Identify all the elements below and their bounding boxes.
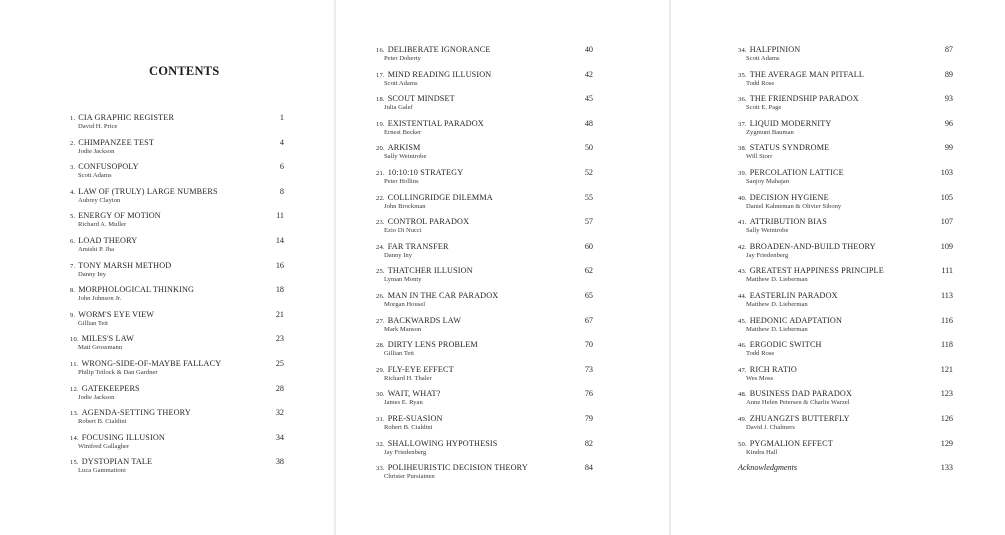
entry-page-number: 129 bbox=[940, 438, 953, 448]
entry-page-number: 6 bbox=[279, 162, 284, 172]
entry-author: Scott Adams bbox=[746, 55, 780, 62]
entry-title: RICH RATIO bbox=[749, 364, 797, 374]
entry-author: Scott Adams bbox=[78, 172, 112, 180]
entry-page-number: 73 bbox=[584, 364, 593, 374]
entry-author: John Brockman bbox=[384, 202, 426, 210]
entry-number: 25. bbox=[376, 268, 385, 276]
entry-author: Jay Friedenberg bbox=[746, 251, 789, 259]
entry-number: 24. bbox=[376, 243, 385, 251]
toc-entry[interactable] bbox=[376, 462, 593, 487]
entry-page-number: 121 bbox=[940, 364, 953, 374]
entry-number: 44. bbox=[738, 292, 747, 300]
entry-title: DIRTY LENS PROBLEM bbox=[387, 340, 478, 350]
toc-entry-acknowledgments[interactable] bbox=[738, 462, 953, 487]
entry-author: Winifred Gallagher bbox=[78, 442, 130, 450]
toc-entry[interactable] bbox=[738, 290, 953, 315]
entry-number: 10. bbox=[70, 336, 79, 344]
entry-number: 6. bbox=[70, 237, 76, 245]
entry-page-number: 32 bbox=[275, 408, 284, 418]
toc-entry[interactable] bbox=[376, 364, 593, 389]
entry-number: 16. bbox=[376, 47, 385, 54]
entry-title: PYGMALION EFFECT bbox=[749, 438, 833, 448]
entry-page-number: 52 bbox=[584, 167, 593, 177]
entry-author: Richard H. Thaler bbox=[384, 374, 432, 382]
entry-author: Julia Galef bbox=[384, 104, 413, 112]
entry-number: 12. bbox=[70, 385, 79, 393]
entry-number: 34. bbox=[738, 47, 747, 54]
entry-title: DECISION HYGIENE bbox=[749, 192, 829, 202]
entry-page-number: 38 bbox=[275, 457, 284, 467]
entry-title: CONTROL PARADOX bbox=[387, 217, 470, 227]
entry-title: ATTRIBUTION BIAS bbox=[749, 217, 827, 227]
entry-title: LAW OF (TRULY) LARGE NUMBERS bbox=[78, 186, 218, 196]
acknowledgments-title: Acknowledgments bbox=[738, 463, 798, 473]
entry-page-number: 65 bbox=[584, 290, 593, 300]
entry-page-number: 55 bbox=[584, 192, 593, 202]
entry-page-number: 23 bbox=[275, 334, 284, 344]
entry-title: AGENDA-SETTING THEORY bbox=[81, 408, 191, 418]
entry-author: Matt Grossmann bbox=[78, 344, 123, 352]
entry-title: SCOUT MINDSET bbox=[387, 94, 455, 104]
entry-author: Jodie Jackson bbox=[78, 147, 115, 155]
entry-author: David H. Price bbox=[78, 123, 118, 130]
toc-entry[interactable] bbox=[376, 192, 593, 217]
entry-number: 46. bbox=[738, 342, 747, 350]
entry-page-number: 62 bbox=[584, 266, 593, 276]
entry-author: Ezio Di Nucci bbox=[384, 227, 422, 235]
entry-title: HEDONIC ADAPTATION bbox=[749, 315, 843, 325]
entry-author: Lyman Monty bbox=[384, 276, 422, 284]
entry-title: POLIHEURISTIC DECISION THEORY bbox=[387, 463, 528, 473]
entry-author: Wes Moss bbox=[746, 374, 774, 382]
entry-title: BROADEN-AND-BUILD THEORY bbox=[749, 241, 876, 251]
entry-author: Peter Hollins bbox=[384, 177, 419, 185]
entry-page-number: 113 bbox=[941, 290, 953, 300]
entry-number: 38. bbox=[738, 145, 747, 153]
entry-page-number: 89 bbox=[944, 69, 953, 79]
entry-author: Kindra Hall bbox=[746, 448, 778, 456]
entry-number: 48. bbox=[738, 391, 747, 399]
entry-number: 26. bbox=[376, 292, 385, 300]
entry-page-number: 103 bbox=[940, 167, 953, 177]
entry-page-number: 107 bbox=[940, 217, 953, 227]
entry-title: STATUS SYNDROME bbox=[749, 143, 830, 153]
entry-number: 27. bbox=[376, 317, 385, 325]
entry-number: 35. bbox=[738, 71, 747, 79]
toc-entry[interactable] bbox=[376, 290, 593, 315]
entry-page-number: 28 bbox=[275, 383, 284, 393]
entry-title: ZHUANGZI'S BUTTERFLY bbox=[749, 413, 850, 423]
entry-title: THE AVERAGE MAN PITFALL bbox=[749, 69, 865, 79]
toc-entry[interactable] bbox=[376, 265, 593, 290]
entry-title: TONY MARSH METHOD bbox=[78, 260, 172, 270]
entry-number: 39. bbox=[738, 169, 747, 177]
entry-page-number: 48 bbox=[584, 118, 593, 128]
entry-title: WRONG-SIDE-OF-MAYBE FALLACY bbox=[81, 358, 222, 368]
entry-title: LIQUID MODERNITY bbox=[749, 118, 832, 128]
entry-title: MAN IN THE CAR PARADOX bbox=[387, 290, 499, 300]
entry-title: 10:10:10 STRATEGY bbox=[387, 167, 464, 177]
entry-title: BUSINESS DAD PARADOX bbox=[749, 389, 853, 399]
entry-author: Scott Adams bbox=[384, 79, 418, 87]
entry-author: Robert B. Cialdini bbox=[78, 418, 127, 426]
toc-entry[interactable] bbox=[70, 210, 284, 235]
toc-entry[interactable] bbox=[70, 407, 284, 432]
entry-author: Philip Tetlock & Dan Gardner bbox=[78, 368, 158, 376]
entry-page-number: 8 bbox=[279, 186, 284, 196]
toc-entry[interactable] bbox=[738, 364, 953, 389]
toc-entry[interactable] bbox=[738, 315, 953, 340]
entry-author: Mark Manson bbox=[384, 325, 422, 333]
toc-entry[interactable] bbox=[376, 44, 593, 69]
entry-author: Todd Rose bbox=[746, 350, 775, 358]
entry-number: 11. bbox=[70, 360, 79, 368]
entry-page-number: 76 bbox=[584, 389, 593, 399]
entry-page-number: 79 bbox=[584, 413, 593, 423]
toc-entry[interactable] bbox=[376, 438, 593, 463]
entry-number: 30. bbox=[376, 391, 385, 399]
entry-page-number: 25 bbox=[275, 358, 284, 368]
toc-entry[interactable] bbox=[738, 118, 953, 143]
entry-page-number: 14 bbox=[275, 235, 284, 245]
toc-entry[interactable] bbox=[738, 192, 953, 217]
entry-page-number: 82 bbox=[584, 438, 593, 448]
toc-entry[interactable] bbox=[376, 69, 593, 94]
entry-title: THE FRIENDSHIP PARADOX bbox=[749, 94, 859, 104]
entry-number: 19. bbox=[376, 120, 385, 128]
entry-page-number: 96 bbox=[944, 118, 953, 128]
toc-entry[interactable] bbox=[70, 137, 284, 162]
toc-entry[interactable] bbox=[738, 388, 953, 413]
toc-entry[interactable] bbox=[376, 388, 593, 413]
entry-title: ERGODIC SWITCH bbox=[749, 340, 822, 350]
entry-page-number: 60 bbox=[584, 241, 593, 251]
entry-page-number: 87 bbox=[944, 45, 953, 54]
entry-number: 8. bbox=[70, 287, 76, 295]
entry-author: Daniel Kahneman & Olivier Sibony bbox=[746, 202, 842, 210]
entry-title: GREATEST HAPPINESS PRINCIPLE bbox=[749, 266, 884, 276]
toc-entry[interactable] bbox=[376, 339, 593, 364]
entry-author: David J. Chalmers bbox=[746, 423, 795, 431]
toc-entry[interactable] bbox=[376, 167, 593, 192]
entry-title: WORM'S EYE VIEW bbox=[78, 309, 155, 319]
entry-page-number: 105 bbox=[940, 192, 953, 202]
entry-title: MORPHOLOGICAL THINKING bbox=[78, 285, 195, 295]
entry-number: 22. bbox=[376, 194, 385, 202]
toc-column-2 bbox=[376, 44, 593, 487]
entry-title: EXISTENTIAL PARADOX bbox=[387, 118, 484, 128]
entry-number: 36. bbox=[738, 96, 747, 104]
entry-page-number: 4 bbox=[279, 137, 284, 147]
acknowledgments-page-number: 133 bbox=[940, 463, 953, 473]
entry-number: 18. bbox=[376, 96, 385, 104]
entry-number: 33. bbox=[376, 465, 385, 473]
entry-author: Jay Friedenberg bbox=[384, 448, 427, 456]
entry-page-number: 16 bbox=[275, 260, 284, 270]
entry-number: 29. bbox=[376, 366, 385, 374]
entry-author: Matthew D. Lieberman bbox=[746, 276, 808, 284]
entry-title: SHALLOWING HYPOTHESIS bbox=[387, 438, 498, 448]
entry-author: Sally Weintrobe bbox=[384, 153, 427, 161]
page-right bbox=[671, 0, 1005, 535]
toc-entry[interactable] bbox=[738, 241, 953, 266]
toc-entry[interactable] bbox=[70, 358, 284, 383]
entry-author: Morgan Housel bbox=[384, 300, 426, 308]
entry-page-number: 111 bbox=[941, 266, 953, 276]
entry-author: Sanjoy Mahajan bbox=[746, 177, 790, 185]
toc-entry[interactable] bbox=[738, 142, 953, 167]
entry-author: Richard A. Muller bbox=[78, 221, 127, 229]
entry-title: FOCUSING ILLUSION bbox=[81, 432, 165, 442]
toc-entry[interactable] bbox=[376, 413, 593, 438]
entry-author: James E. Ryan bbox=[384, 399, 423, 407]
entry-number: 49. bbox=[738, 415, 747, 423]
entry-page-number: 18 bbox=[275, 285, 284, 295]
page-left bbox=[0, 0, 334, 535]
entry-title: PRE-SUASION bbox=[387, 413, 443, 423]
entry-number: 23. bbox=[376, 219, 385, 227]
entry-number: 7. bbox=[70, 262, 76, 270]
entry-author: Robert B. Cialdini bbox=[384, 423, 433, 431]
toc-entry[interactable] bbox=[70, 235, 284, 260]
entry-page-number: 123 bbox=[940, 389, 953, 399]
entry-number: 13. bbox=[70, 410, 79, 418]
entry-author: Jodie Jackson bbox=[78, 393, 115, 401]
toc-entry[interactable] bbox=[70, 284, 284, 309]
entry-author: Gillian Tett bbox=[78, 319, 108, 327]
entry-title: FLY-EYE EFFECT bbox=[387, 364, 454, 374]
toc-entry[interactable] bbox=[738, 69, 953, 94]
entry-title: EASTERLIN PARADOX bbox=[749, 290, 838, 300]
entry-title: CHIMPANZEE TEST bbox=[78, 137, 154, 147]
toc-entry[interactable] bbox=[376, 93, 593, 118]
entry-page-number: 116 bbox=[941, 315, 953, 325]
entry-author: Danny Iny bbox=[78, 270, 107, 278]
entry-number: 43. bbox=[738, 268, 747, 276]
entry-author: Gillian Tett bbox=[384, 350, 414, 358]
entry-number: 17. bbox=[376, 71, 385, 79]
entry-title: CIA GRAPHIC REGISTER bbox=[78, 113, 175, 122]
entry-author: Anne Helen Petersen & Charlie Warzel bbox=[746, 399, 850, 407]
entry-page-number: 40 bbox=[584, 45, 593, 54]
entry-author: Zygmunt Bauman bbox=[746, 128, 794, 136]
toc-entry[interactable] bbox=[376, 241, 593, 266]
entry-author: Matthew D. Lieberman bbox=[746, 300, 808, 308]
entry-page-number: 126 bbox=[940, 413, 953, 423]
entry-number: 50. bbox=[738, 440, 747, 448]
entry-page-number: 11 bbox=[276, 211, 284, 221]
toc-entry[interactable] bbox=[738, 413, 953, 438]
toc-entry[interactable] bbox=[376, 216, 593, 241]
entry-author: Danny Iny bbox=[384, 251, 413, 259]
entry-page-number: 99 bbox=[944, 143, 953, 153]
toc-entry[interactable] bbox=[738, 216, 953, 241]
toc-entry[interactable] bbox=[70, 333, 284, 358]
entry-author: Scott E. Page bbox=[746, 104, 782, 112]
entry-page-number: 50 bbox=[584, 143, 593, 153]
entry-title: WAIT, WHAT? bbox=[387, 389, 441, 399]
toc-entry[interactable] bbox=[70, 383, 284, 408]
entry-title: COLLINGRIDGE DILEMMA bbox=[387, 192, 493, 202]
toc-entry[interactable] bbox=[738, 339, 953, 364]
entry-number: 45. bbox=[738, 317, 747, 325]
toc-entry[interactable] bbox=[376, 315, 593, 340]
toc-entry[interactable] bbox=[376, 142, 593, 167]
toc-entry[interactable] bbox=[738, 438, 953, 463]
entry-title: THATCHER ILLUSION bbox=[387, 266, 473, 276]
contents-heading: CONTENTS bbox=[149, 64, 220, 78]
page-middle bbox=[336, 0, 669, 535]
entry-number: 4. bbox=[70, 188, 76, 196]
entry-page-number: 21 bbox=[275, 309, 284, 319]
entry-number: 15. bbox=[70, 459, 79, 467]
toc-entry[interactable] bbox=[70, 161, 284, 186]
entry-author: Matthew D. Lieberman bbox=[746, 325, 808, 333]
entry-number: 41. bbox=[738, 219, 747, 227]
entry-title: LOAD THEORY bbox=[78, 235, 138, 245]
entry-title: HALFPINION bbox=[749, 45, 801, 54]
entry-title: MILES'S LAW bbox=[81, 334, 134, 344]
entry-title: ENERGY OF MOTION bbox=[78, 211, 161, 221]
entry-page-number: 67 bbox=[584, 315, 593, 325]
entry-number: 40. bbox=[738, 194, 747, 202]
entry-author: Todd Rose bbox=[746, 79, 775, 87]
entry-title: GATEKEEPERS bbox=[81, 383, 140, 393]
toc-entry[interactable] bbox=[738, 167, 953, 192]
toc-entry[interactable] bbox=[738, 265, 953, 290]
toc-column-1 bbox=[70, 112, 284, 481]
entry-author: Will Storr bbox=[746, 153, 773, 161]
toc-column-3 bbox=[738, 44, 953, 487]
entry-page-number: 42 bbox=[584, 69, 593, 79]
entry-number: 1. bbox=[70, 115, 76, 122]
entry-title: DYSTOPIAN TALE bbox=[81, 457, 153, 467]
entry-number: 37. bbox=[738, 120, 747, 128]
entry-number: 42. bbox=[738, 243, 747, 251]
toc-entry[interactable] bbox=[70, 432, 284, 457]
entry-page-number: 57 bbox=[584, 217, 593, 227]
entry-number: 2. bbox=[70, 139, 76, 147]
entry-number: 5. bbox=[70, 213, 76, 221]
entry-title: DELIBERATE IGNORANCE bbox=[387, 45, 491, 54]
entry-page-number: 34 bbox=[275, 432, 284, 442]
toc-entry[interactable] bbox=[376, 118, 593, 143]
toc-entry[interactable] bbox=[738, 93, 953, 118]
entry-title: ARKISM bbox=[387, 143, 421, 153]
entry-number: 3. bbox=[70, 164, 76, 172]
entry-title: MIND READING ILLUSION bbox=[387, 69, 492, 79]
entry-page-number: 93 bbox=[944, 94, 953, 104]
entry-number: 32. bbox=[376, 440, 385, 448]
toc-entry[interactable] bbox=[70, 186, 284, 211]
entry-page-number: 109 bbox=[940, 241, 953, 251]
entry-number: 20. bbox=[376, 145, 385, 153]
entry-title: PERCOLATION LATTICE bbox=[749, 167, 844, 177]
entry-author: Amishi P. Jha bbox=[78, 245, 115, 253]
entry-author: Christer Pursiainen bbox=[384, 473, 435, 481]
entry-author: John Johnson Jr. bbox=[78, 295, 122, 303]
entry-page-number: 1 bbox=[279, 113, 284, 122]
entry-title: BACKWARDS LAW bbox=[387, 315, 462, 325]
entry-number: 31. bbox=[376, 415, 385, 423]
entry-author: Aubrey Clayton bbox=[78, 196, 121, 204]
toc-entry[interactable] bbox=[70, 112, 284, 137]
entry-page-number: 84 bbox=[584, 463, 593, 473]
toc-entry[interactable] bbox=[70, 309, 284, 334]
entry-page-number: 118 bbox=[941, 340, 953, 350]
entry-author: Peter Doherty bbox=[384, 55, 421, 62]
entry-number: 47. bbox=[738, 366, 747, 374]
toc-entry[interactable] bbox=[70, 260, 284, 285]
entry-number: 9. bbox=[70, 311, 76, 319]
entry-number: 21. bbox=[376, 169, 385, 177]
entry-author: Luca Gammaitoni bbox=[78, 467, 126, 475]
entry-number: 14. bbox=[70, 434, 79, 442]
entry-page-number: 45 bbox=[584, 94, 593, 104]
entry-title: CONFUSOPOLY bbox=[78, 162, 139, 172]
toc-entry[interactable] bbox=[738, 44, 953, 69]
entry-number: 28. bbox=[376, 342, 385, 350]
entry-author: Sally Weintrobe bbox=[746, 227, 789, 235]
toc-entry[interactable] bbox=[70, 456, 284, 481]
entry-page-number: 70 bbox=[584, 340, 593, 350]
entry-author: Ernest Becker bbox=[384, 128, 422, 136]
entry-title: FAR TRANSFER bbox=[387, 241, 449, 251]
